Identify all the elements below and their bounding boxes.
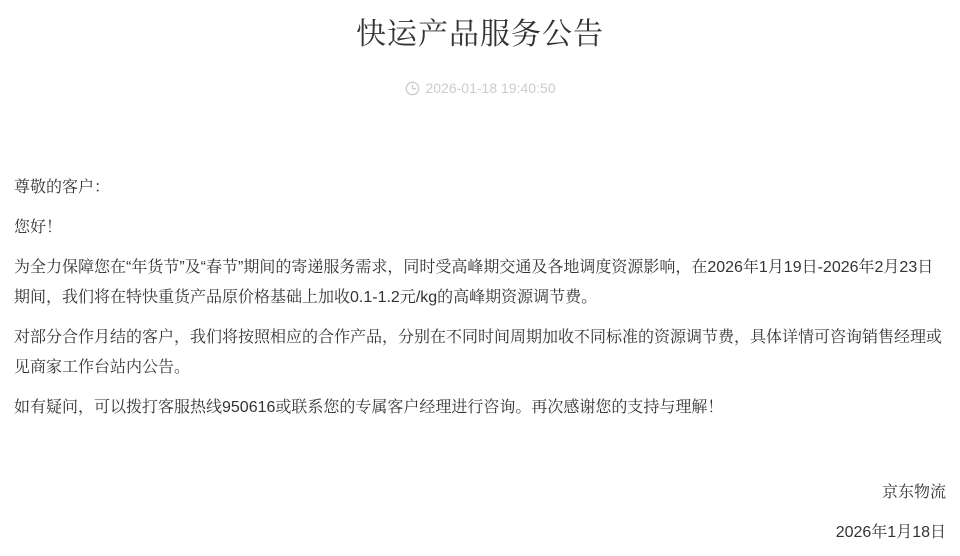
salutation: 尊敬的客户： xyxy=(14,179,111,196)
greeting: 您好！ xyxy=(14,219,63,236)
signature: 京东物流 xyxy=(881,484,946,501)
clock-icon xyxy=(405,81,420,96)
publish-time-text: 2026-01-18 19:40:50 xyxy=(425,80,556,96)
sign-date: 2026年1月18日 xyxy=(835,524,946,541)
paragraph-hotline: 如有疑问，可以拨打客服热线950616或联系您的专属客户经理进行咨询。再次感谢您的支持与理解！ xyxy=(14,399,724,416)
announcement-body xyxy=(14,173,946,548)
page-title: 快运产品服务公告 xyxy=(356,18,604,51)
announcement-page xyxy=(0,14,960,556)
publish-time xyxy=(14,78,946,98)
paragraph-monthly-clients: 对部分合作月结的客户，我们将按照相应的合作产品，分别在不同时间周期加收不同标准的资源调节费，具体详情可咨询销售经理或见商家工作台站内公告。 xyxy=(14,329,943,376)
paragraph-peak-surcharge: 为全力保障您在“年货节”及“春节”期间的寄递服务需求，同时受高峰期交通及各地调度资源影响，在2026年1月19日-2026年2月23日期间，我们将在特快重货产品原价格基础上加收0.1-1.2元/kg的高峰期资源调节费。 xyxy=(14,259,934,306)
